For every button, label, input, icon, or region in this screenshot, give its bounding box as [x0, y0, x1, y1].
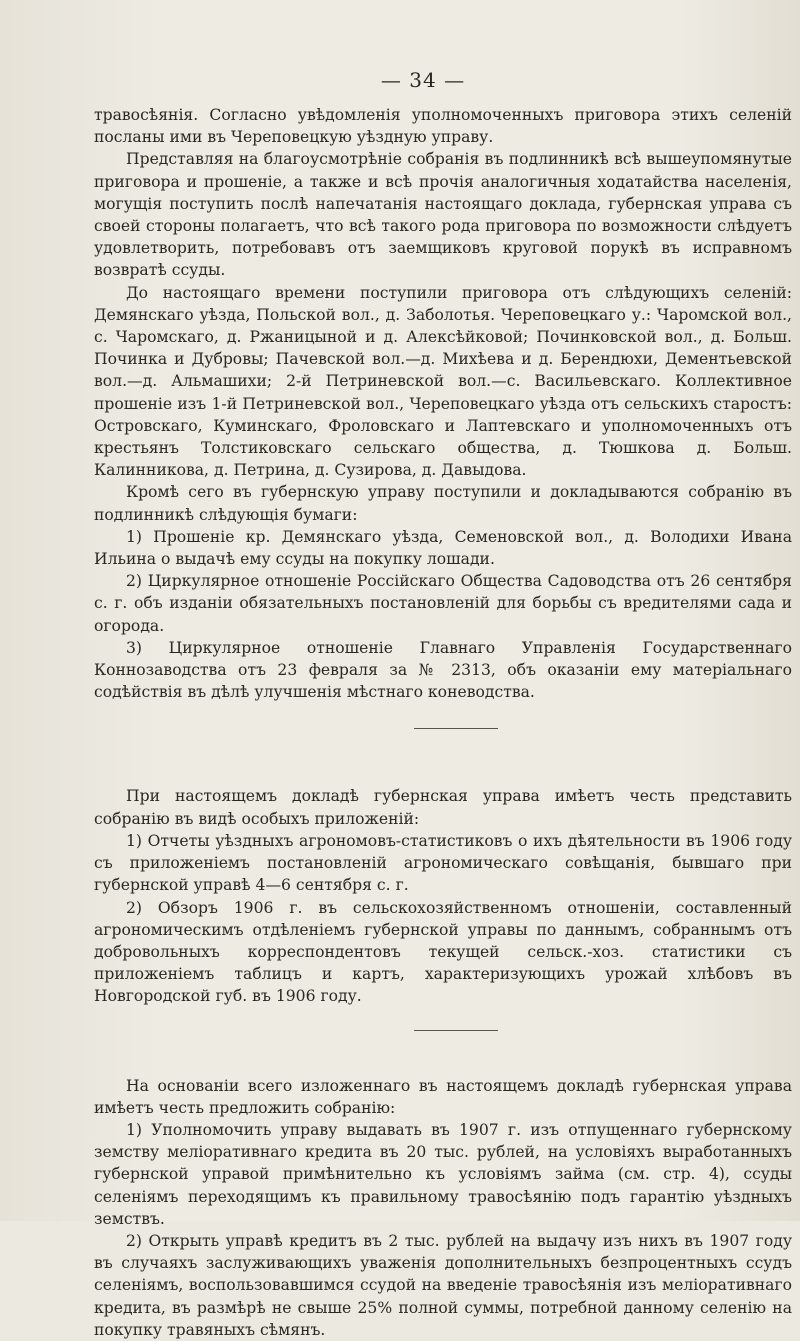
list-item: 1) Прошеніе кр. Демянскаго уѣзда, Семеновской вол., д. Володихи Ивана Ильина о выдачѣ ему ссуды на покупку лошади. [94, 527, 792, 569]
paragraph: травосѣянія. Согласно увѣдомленія уполномоченныхъ приговора этихъ селеній посланы ими въ Череповецкую уѣздную управу. [94, 106, 792, 147]
list-item: 2) Циркулярное отношеніе Россійскаго Общества Садоводства отъ 26 сентября с. г. объ изданіи обязательныхъ постановленій для борьбы съ вредителями сада и огорода. [94, 572, 792, 635]
paragraph: Кромѣ сего въ губернскую управу поступили и докладываются собранію въ подлинникѣ слѣдующія бумаги: [94, 483, 792, 524]
document-body [94, 104, 792, 1341]
list-item: 1) Уполномочить управу выдавать въ 1907 г. изъ отпущеннаго губернскому земству меліоративнаго кредита въ 20 тыс. рублей, на условіяхъ выработанныхъ губернской управой примѣнительно къ условіямъ займа (см. стр. 4), ссуды селеніямъ переходящимъ къ правильному травосѣянію подъ гарантію уѣздныхъ земствъ. [94, 1120, 792, 1228]
paragraph: На основаніи всего изложеннаго въ настоящемъ докладѣ губернская управа имѣетъ честь предложить собранію: [94, 1076, 792, 1117]
list-item: 3) Циркулярное отношеніе Главнаго Управленія Государственнаго Коннозаводства отъ 23 февраля за № 2313, объ оказаніи ему матеріальнаго содѣйствія въ дѣлѣ улучшенія мѣстнаго коневодства. [94, 638, 792, 702]
section-divider [414, 728, 498, 729]
list-item: 1) Отчеты уѣздныхъ агрономовъ-статистиковъ о ихъ дѣятельности въ 1906 году съ приложеніемъ постановленій агрономическаго совѣщанія, бывшаго при губернской управѣ 4—6 сентября с. г. [94, 831, 792, 895]
paragraph: До настоящаго времени поступили приговора отъ слѣдующихъ селеній: Демянскаго уѣзда, Польской вол., д. Заболотья. Череповецкаго у.: Чаромской вол., с. Чаромскаго, д. Ржаницыной и д. Алексѣйковой; Починковской вол., д. Больш. Починка и Дубровы; Пачевской вол.—д. Михѣева и д. Берендюхи, Дементьевской вол.—д. Альмашихи; 2-й Петриневской вол.—с. Васильевскаго. Коллективное прошеніе изъ 1-й Петриневской вол., Череповецкаго уѣзда отъ сельскихъ старостъ: Островскаго, Куминскаго, Фроловскаго и Лаптевскаго и уполномоченныхъ отъ крестьянъ Толстиковскаго сельскаго общества, д. Тюшкова д. Больш. Калинникова, д. Петрина, д. Сузирова, д. Давыдова. [94, 283, 792, 480]
list-item: 2) Открыть управѣ кредитъ въ 2 тыс. рублей на выдачу изъ нихъ въ 1907 году въ случаяхъ заслуживающихъ уваженія дополнительныхъ безпроцентныхъ ссудъ селеніямъ, воспользовавшимся ссудой на введеніе травосѣянія изъ меліоративнаго кредита, въ размѣрѣ не свыше 25% полной суммы, потребной данному селенію на покупку травяныхъ сѣмянъ. [94, 1231, 792, 1339]
paragraph: При настоящемъ докладѣ губернская управа имѣетъ честь представить собранію въ видѣ особыхъ приложеній: [94, 787, 792, 828]
paragraph: Представляя на благоусмотрѣніе собранія въ подлинникѣ всѣ вышеупомянутые приговора и прошеніе, а также и всѣ прочія аналогичныя ходатайства населенія, могущія поступить послѣ напечатанія настоящаго доклада, губернская управа съ своей стороны полагаетъ, что всѣ такого рода приговора по возможности слѣдуетъ удовлетворить, потребовавъ отъ заемщиковъ круговой порукѣ въ исправномъ возвратѣ ссуды. [94, 150, 792, 280]
section-divider [414, 1030, 498, 1031]
list-item: 2) Обзоръ 1906 г. въ сельскохозяйственномъ отношеніи, составленный агрономическимъ отдѣленіемъ губернской управы по даннымъ, собраннымъ отъ добровольныхъ корреспондентовъ текущей сельск.-хоз. статистики съ приложеніемъ таблицъ и картъ, характеризующихъ урожай хлѣбовъ въ Новгородской губ. въ 1906 году. [94, 898, 792, 1006]
page-number: — 34 — [380, 68, 466, 92]
